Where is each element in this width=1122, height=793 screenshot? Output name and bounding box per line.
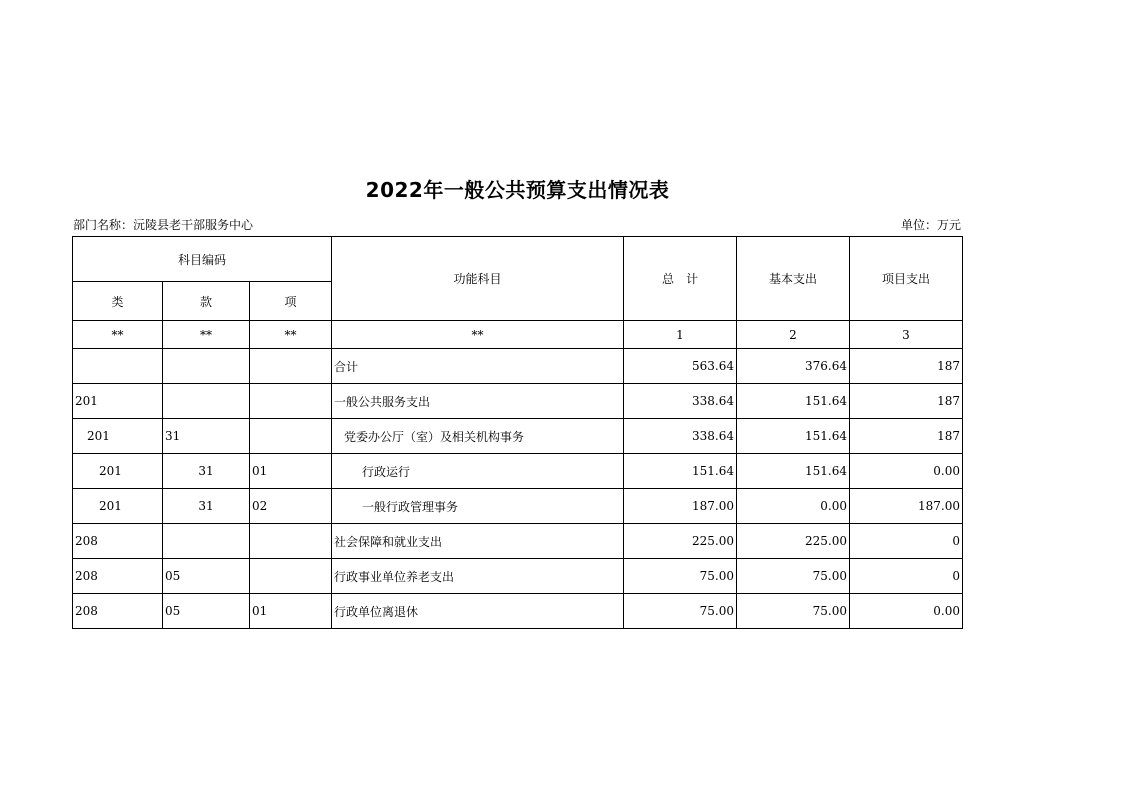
index-cell: 1 [624,321,737,349]
total-cell: 151.64 [624,454,737,489]
table-row [73,559,963,594]
index-row [73,321,963,349]
basic-cell: 151.64 [737,384,850,419]
xiang-cell: 01 [250,594,332,629]
table-row [73,419,963,454]
project-cell: 187 [850,384,963,419]
xiang-cell [250,419,332,454]
kuan-header: 款 [163,282,250,321]
subject-code-header: 科目编码 [73,237,332,282]
table-row [73,524,963,559]
basic-cell: 0.00 [737,489,850,524]
project-expense-header: 项目支出 [850,237,963,321]
subject-name-cell: 社会保障和就业支出 [332,524,624,559]
xiang-cell [250,559,332,594]
lei-cell [73,349,163,384]
total-header: 总 计 [624,237,737,321]
xiang-cell [250,349,332,384]
project-cell: 0.00 [850,454,963,489]
index-cell: ** [73,321,163,349]
basic-cell: 376.64 [737,349,850,384]
xiang-cell: 01 [250,454,332,489]
subject-name-cell: 合计 [332,349,624,384]
kuan-cell: 31 [163,454,250,489]
index-cell: ** [163,321,250,349]
kuan-cell: 31 [163,489,250,524]
subject-name-cell: 行政事业单位养老支出 [332,559,624,594]
lei-cell: 208 [73,594,163,629]
index-cell: 2 [737,321,850,349]
project-cell: 0 [850,524,963,559]
budget-table [72,236,963,629]
basic-expense-header: 基本支出 [737,237,850,321]
lei-cell: 201 [73,419,163,454]
department-name: 部门名称：沅陵县老干部服务中心 [73,218,254,232]
subject-name-cell: 一般行政管理事务 [332,489,624,524]
kuan-cell: 31 [163,419,250,454]
kuan-cell [163,349,250,384]
total-cell: 338.64 [624,384,737,419]
total-cell: 338.64 [624,419,737,454]
lei-cell: 208 [73,559,163,594]
project-cell: 187 [850,349,963,384]
table-row [73,489,963,524]
subject-name-cell: 一般公共服务支出 [332,384,624,419]
table-row [73,594,963,629]
table-row [73,454,963,489]
basic-cell: 151.64 [737,454,850,489]
project-cell: 0.00 [850,594,963,629]
project-cell: 187.00 [850,489,963,524]
lei-cell: 208 [73,524,163,559]
table-row [73,384,963,419]
total-cell: 75.00 [624,559,737,594]
kuan-cell: 05 [163,559,250,594]
subject-name-cell: 行政单位离退休 [332,594,624,629]
kuan-cell [163,524,250,559]
page-title: 2022年一般公共预算支出情况表 [365,178,670,202]
xiang-cell [250,384,332,419]
subject-name-cell: 行政运行 [332,454,624,489]
basic-cell: 151.64 [737,419,850,454]
total-cell: 75.00 [624,594,737,629]
xiang-cell: 02 [250,489,332,524]
xiang-header: 项 [250,282,332,321]
project-cell: 187 [850,419,963,454]
index-cell: ** [332,321,624,349]
unit-label: 单位：万元 [900,218,961,232]
basic-cell: 75.00 [737,559,850,594]
kuan-cell: 05 [163,594,250,629]
total-cell: 187.00 [624,489,737,524]
index-cell: 3 [850,321,963,349]
lei-header: 类 [73,282,163,321]
total-cell: 563.64 [624,349,737,384]
total-cell: 225.00 [624,524,737,559]
xiang-cell [250,524,332,559]
basic-cell: 75.00 [737,594,850,629]
lei-cell: 201 [73,489,163,524]
basic-cell: 225.00 [737,524,850,559]
subject-name-cell: 党委办公厅（室）及相关机构事务 [332,419,624,454]
project-cell: 0 [850,559,963,594]
index-cell: ** [250,321,332,349]
table-row [73,349,963,384]
function-subject-header: 功能科目 [332,237,624,321]
kuan-cell [163,384,250,419]
lei-cell: 201 [73,454,163,489]
lei-cell: 201 [73,384,163,419]
